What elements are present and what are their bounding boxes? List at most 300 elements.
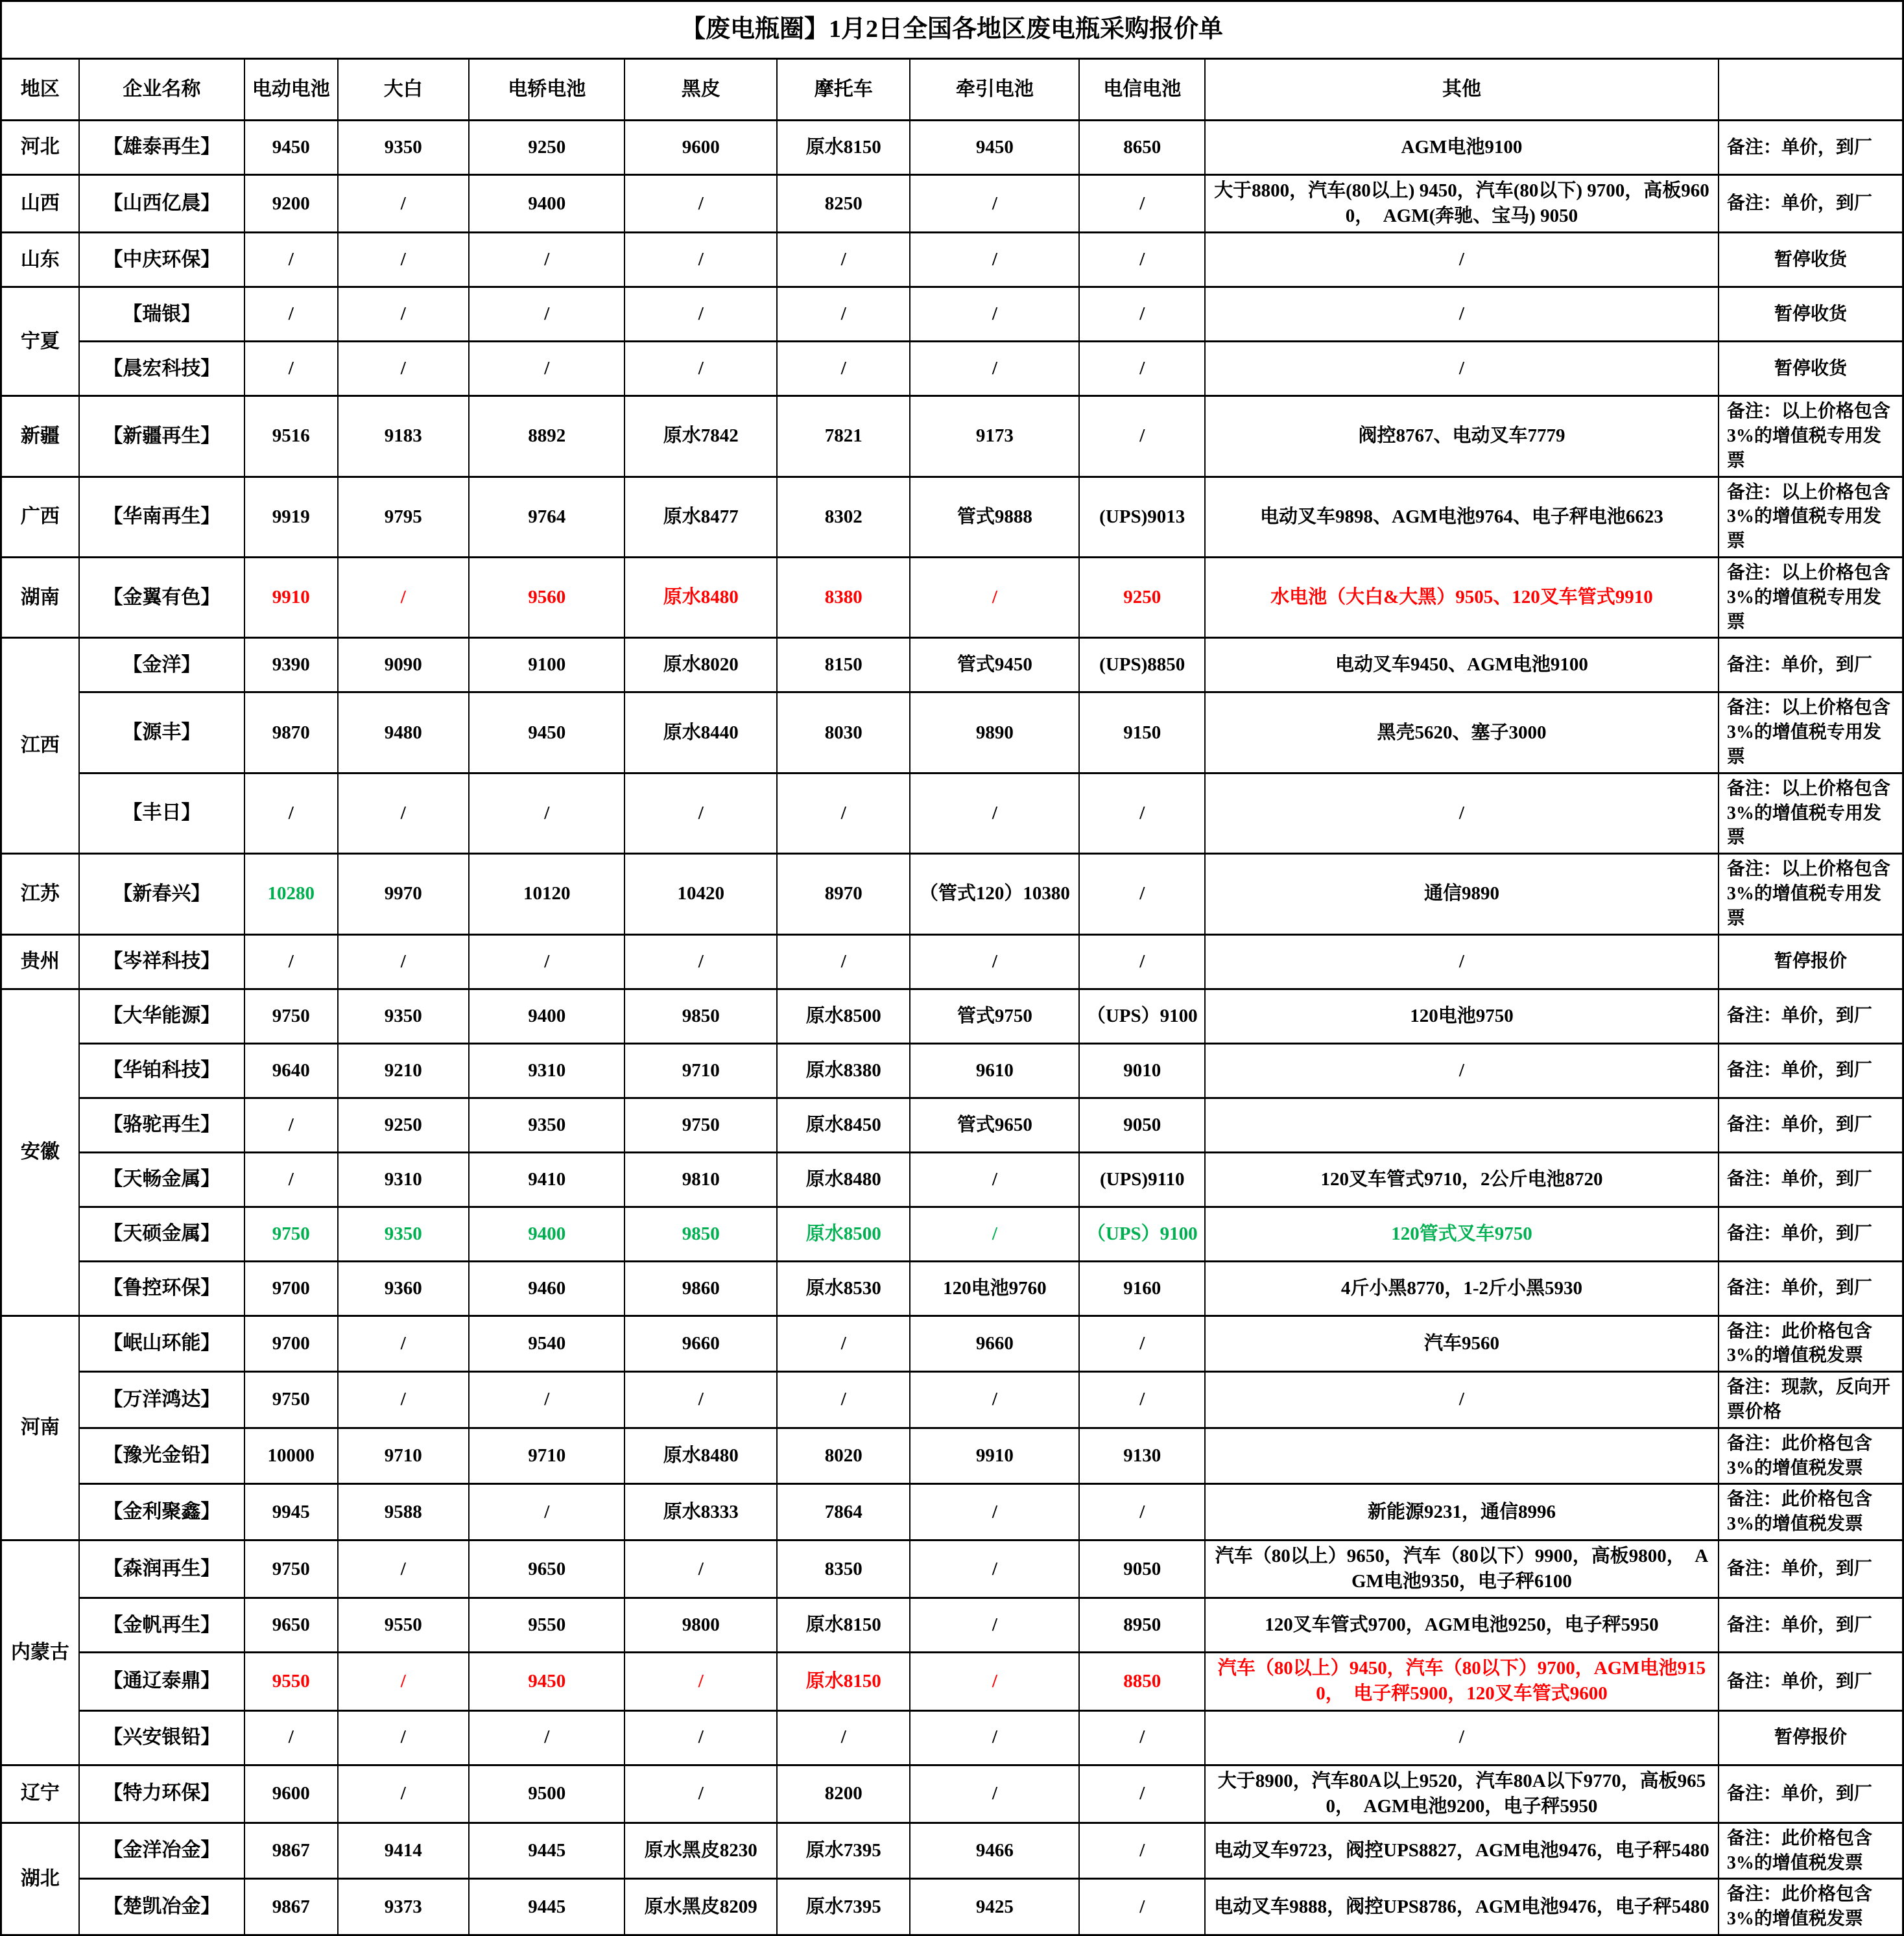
price-cell: 管式9750 <box>910 989 1079 1043</box>
company-cell: 【森润再生】 <box>79 1541 244 1598</box>
other-cell: 电动叉车9450、AGM电池9100 <box>1205 638 1719 692</box>
price-cell: 9560 <box>469 558 625 638</box>
price-cell: / <box>1079 396 1205 477</box>
company-cell: 【雄泰再生】 <box>79 121 244 175</box>
price-cell: / <box>1079 1372 1205 1428</box>
price-cell: / <box>338 1541 469 1598</box>
other-cell: 汽车（80以上）9650，汽车（80以下）9900，高板9800， AGM电池9350，电子秤6100 <box>1205 1541 1719 1598</box>
table-row <box>1 1598 1903 1653</box>
price-cell: 9350 <box>338 121 469 175</box>
price-cell: 原水8380 <box>777 1043 910 1098</box>
table-row <box>1 1765 1903 1823</box>
table-row <box>1 1428 1903 1484</box>
company-cell: 【金翼有色】 <box>79 558 244 638</box>
price-cell: 9710 <box>338 1428 469 1484</box>
other-cell: 新能源9231，通信8996 <box>1205 1484 1719 1541</box>
price-cell: / <box>338 175 469 233</box>
other-cell: / <box>1205 342 1719 396</box>
price-cell: （UPS）9100 <box>1079 1207 1205 1261</box>
other-cell: / <box>1205 1043 1719 1098</box>
col-header-remark <box>1719 59 1903 121</box>
price-cell: 9450 <box>244 121 338 175</box>
region-cell: 湖北 <box>1 1823 79 1935</box>
price-cell: / <box>625 1653 777 1710</box>
price-cell: 原水8480 <box>625 558 777 638</box>
price-cell: 9350 <box>338 1207 469 1261</box>
table-row <box>1 638 1903 692</box>
other-cell: 120管式叉车9750 <box>1205 1207 1719 1261</box>
price-cell: 原水8150 <box>777 1598 910 1653</box>
price-cell: 9450 <box>469 692 625 773</box>
note-cell: 备注：单价，到厂 <box>1719 1152 1903 1207</box>
col-header-ecar-battery: 电轿电池 <box>469 59 625 121</box>
col-header-telecom-battery: 电信电池 <box>1079 59 1205 121</box>
company-cell: 【中庆环保】 <box>79 233 244 287</box>
note-cell: 备注：以上价格包含3%的增值税专用发票 <box>1719 396 1903 477</box>
price-cell: 9200 <box>244 175 338 233</box>
company-cell: 【岷山环能】 <box>79 1316 244 1372</box>
price-cell: / <box>910 558 1079 638</box>
table-row <box>1 1653 1903 1710</box>
price-cell: / <box>338 773 469 853</box>
price-cell: 9445 <box>469 1823 625 1879</box>
price-cell: / <box>625 342 777 396</box>
price-cell: / <box>1079 1484 1205 1541</box>
region-cell: 内蒙古 <box>1 1541 79 1765</box>
price-cell: / <box>625 175 777 233</box>
col-header-traction-battery: 牵引电池 <box>910 59 1079 121</box>
price-cell: / <box>625 934 777 989</box>
price-cell: 9850 <box>625 1207 777 1261</box>
region-cell: 广西 <box>1 477 79 557</box>
price-cell: 9610 <box>910 1043 1079 1098</box>
note-cell: 备注：单价，到厂 <box>1719 638 1903 692</box>
price-cell: 9050 <box>1079 1098 1205 1152</box>
price-cell: 原水7395 <box>777 1823 910 1879</box>
price-cell: 9919 <box>244 477 338 557</box>
company-cell: 【新疆再生】 <box>79 396 244 477</box>
price-cell: / <box>338 342 469 396</box>
other-cell: / <box>1205 1372 1719 1428</box>
table-row <box>1 1316 1903 1372</box>
price-cell: 9750 <box>244 1541 338 1598</box>
other-cell <box>1205 1098 1719 1152</box>
region-cell: 山东 <box>1 233 79 287</box>
note-cell: 暂停报价 <box>1719 1710 1903 1765</box>
price-cell: 9890 <box>910 692 1079 773</box>
price-cell: 9310 <box>338 1152 469 1207</box>
company-cell: 【金洋冶金】 <box>79 1823 244 1879</box>
price-cell: 8380 <box>777 558 910 638</box>
price-cell: 9600 <box>625 121 777 175</box>
price-cell: / <box>910 1152 1079 1207</box>
price-cell: / <box>338 287 469 342</box>
price-cell: 9640 <box>244 1043 338 1098</box>
price-cell: 9250 <box>338 1098 469 1152</box>
region-cell: 河南 <box>1 1316 79 1540</box>
price-cell: 9700 <box>244 1316 338 1372</box>
price-cell: (UPS)9110 <box>1079 1152 1205 1207</box>
price-cell: / <box>625 1765 777 1823</box>
note-cell: 备注：以上价格包含3%的增值税专用发票 <box>1719 477 1903 557</box>
price-cell: / <box>910 1710 1079 1765</box>
price-cell: 9445 <box>469 1879 625 1935</box>
price-cell: / <box>244 934 338 989</box>
price-cell: / <box>910 1541 1079 1598</box>
price-cell: 原水黑皮8209 <box>625 1879 777 1935</box>
price-cell: 9700 <box>244 1261 338 1316</box>
price-cell: 原水7842 <box>625 396 777 477</box>
price-cell: / <box>1079 1710 1205 1765</box>
price-cell: 8950 <box>1079 1598 1205 1653</box>
price-cell: / <box>469 1484 625 1541</box>
price-cell: / <box>338 558 469 638</box>
price-cell: 9710 <box>625 1043 777 1098</box>
price-cell: 9400 <box>469 175 625 233</box>
note-cell: 备注：以上价格包含3%的增值税专用发票 <box>1719 773 1903 853</box>
price-cell: 9350 <box>469 1098 625 1152</box>
price-cell: 9750 <box>244 989 338 1043</box>
note-cell: 备注：单价，到厂 <box>1719 121 1903 175</box>
price-cell: 10120 <box>469 854 625 934</box>
price-cell: （管式120）10380 <box>910 854 1079 934</box>
company-cell: 【瑞银】 <box>79 287 244 342</box>
company-cell: 【鲁控环保】 <box>79 1261 244 1316</box>
price-cell: / <box>1079 233 1205 287</box>
price-cell: / <box>777 233 910 287</box>
other-cell: 通信9890 <box>1205 854 1719 934</box>
note-cell: 备注：单价，到厂 <box>1719 1598 1903 1653</box>
company-cell: 【特力环保】 <box>79 1765 244 1823</box>
price-cell: 9090 <box>338 638 469 692</box>
price-cell: / <box>244 1098 338 1152</box>
other-cell: 电动叉车9888，阀控UPS8786，AGM电池9476，电子秤5480 <box>1205 1879 1719 1935</box>
company-cell: 【骆驼再生】 <box>79 1098 244 1152</box>
price-cell: / <box>1079 342 1205 396</box>
note-cell: 备注：单价，到厂 <box>1719 1261 1903 1316</box>
price-cell: (UPS)8850 <box>1079 638 1205 692</box>
note-cell: 备注：单价，到厂 <box>1719 1653 1903 1710</box>
other-cell: 汽车（80以上）9450，汽车（80以下）9700，AGM电池9150， 电子秤5900，120叉车管式9600 <box>1205 1653 1719 1710</box>
table-body <box>1 121 1903 1935</box>
price-cell: 9450 <box>910 121 1079 175</box>
other-cell: / <box>1205 934 1719 989</box>
price-cell: 9130 <box>1079 1428 1205 1484</box>
price-cell: / <box>469 934 625 989</box>
price-cell: 8020 <box>777 1428 910 1484</box>
title-row <box>1 1 1903 59</box>
price-cell: / <box>910 287 1079 342</box>
company-cell: 【金利聚鑫】 <box>79 1484 244 1541</box>
other-cell: / <box>1205 287 1719 342</box>
table-row <box>1 773 1903 853</box>
table-row <box>1 233 1903 287</box>
company-cell: 【华南再生】 <box>79 477 244 557</box>
other-cell: 大于8900，汽车80A以上9520，汽车80A以下9770，高板9650， AGM电池9200，电子秤5950 <box>1205 1765 1719 1823</box>
price-cell: 9450 <box>469 1653 625 1710</box>
price-cell: / <box>1079 1823 1205 1879</box>
col-header-heipi: 黑皮 <box>625 59 777 121</box>
price-cell: / <box>338 934 469 989</box>
col-header-other: 其他 <box>1205 59 1719 121</box>
price-cell: 10000 <box>244 1428 338 1484</box>
other-cell: 阀控8767、电动叉车7779 <box>1205 396 1719 477</box>
note-cell: 备注：单价，到厂 <box>1719 1541 1903 1598</box>
price-cell: / <box>469 1710 625 1765</box>
col-header-region: 地区 <box>1 59 79 121</box>
table-row <box>1 692 1903 773</box>
price-cell: 管式9888 <box>910 477 1079 557</box>
col-header-dabai: 大白 <box>338 59 469 121</box>
table-row <box>1 558 1903 638</box>
table-row <box>1 1043 1903 1098</box>
price-cell: / <box>777 773 910 853</box>
price-cell: / <box>469 1372 625 1428</box>
price-cell: / <box>625 773 777 853</box>
price-cell: 9867 <box>244 1823 338 1879</box>
price-cell: 8350 <box>777 1541 910 1598</box>
price-cell: 9910 <box>910 1428 1079 1484</box>
price-cell: 8302 <box>777 477 910 557</box>
price-cell: 9250 <box>1079 558 1205 638</box>
other-cell: 120叉车管式9710，2公斤电池8720 <box>1205 1152 1719 1207</box>
price-cell: 9010 <box>1079 1043 1205 1098</box>
price-cell: / <box>1079 773 1205 853</box>
region-cell: 河北 <box>1 121 79 175</box>
company-cell: 【晨宏科技】 <box>79 342 244 396</box>
price-cell: / <box>1079 287 1205 342</box>
price-cell: 9750 <box>244 1207 338 1261</box>
region-cell: 安徽 <box>1 989 79 1316</box>
price-cell: 原水8480 <box>625 1428 777 1484</box>
price-cell: / <box>625 1372 777 1428</box>
note-cell: 备注：单价，到厂 <box>1719 989 1903 1043</box>
price-cell: 9870 <box>244 692 338 773</box>
price-cell: 原水8477 <box>625 477 777 557</box>
table-row <box>1 1152 1903 1207</box>
company-cell: 【岑祥科技】 <box>79 934 244 989</box>
note-cell: 备注：以上价格包含3%的增值税专用发票 <box>1719 692 1903 773</box>
price-cell: 9550 <box>244 1653 338 1710</box>
price-cell: 9850 <box>625 989 777 1043</box>
price-cell: / <box>244 233 338 287</box>
price-cell: 9795 <box>338 477 469 557</box>
company-cell: 【华铂科技】 <box>79 1043 244 1098</box>
price-cell: 9466 <box>910 1823 1079 1879</box>
price-cell: / <box>338 1765 469 1823</box>
price-cell: / <box>469 287 625 342</box>
price-cell: 9410 <box>469 1152 625 1207</box>
other-cell: / <box>1205 233 1719 287</box>
price-cell: 9750 <box>625 1098 777 1152</box>
price-cell: 8030 <box>777 692 910 773</box>
price-cell: 7864 <box>777 1484 910 1541</box>
price-cell: 9970 <box>338 854 469 934</box>
price-cell: / <box>1079 175 1205 233</box>
company-cell: 【通辽泰鼎】 <box>79 1653 244 1710</box>
other-cell: AGM电池9100 <box>1205 121 1719 175</box>
price-cell: / <box>625 1541 777 1598</box>
price-cell: 9660 <box>910 1316 1079 1372</box>
region-cell: 湖南 <box>1 558 79 638</box>
price-cell: / <box>1079 1879 1205 1935</box>
price-cell: 管式9450 <box>910 638 1079 692</box>
price-cell: 9210 <box>338 1043 469 1098</box>
table-row <box>1 1541 1903 1598</box>
price-cell: / <box>625 233 777 287</box>
price-cell: 9800 <box>625 1598 777 1653</box>
col-header-company: 企业名称 <box>79 59 244 121</box>
price-cell: 原水8020 <box>625 638 777 692</box>
company-cell: 【万洋鸿达】 <box>79 1372 244 1428</box>
price-cell: / <box>910 342 1079 396</box>
region-cell: 江西 <box>1 638 79 854</box>
note-cell: 备注：此价格包含3%的增值税发票 <box>1719 1428 1903 1484</box>
price-cell: / <box>777 287 910 342</box>
price-cell: / <box>338 233 469 287</box>
other-cell: 120电池9750 <box>1205 989 1719 1043</box>
price-cell: 9310 <box>469 1043 625 1098</box>
note-cell: 备注：单价，到厂 <box>1719 1043 1903 1098</box>
note-cell: 备注：单价，到厂 <box>1719 175 1903 233</box>
note-cell: 备注：以上价格包含3%的增值税专用发票 <box>1719 854 1903 934</box>
note-cell: 备注：此价格包含3%的增值税发票 <box>1719 1879 1903 1935</box>
other-cell: 120叉车管式9700，AGM电池9250，电子秤5950 <box>1205 1598 1719 1653</box>
table-row <box>1 175 1903 233</box>
price-cell: 9764 <box>469 477 625 557</box>
table-row <box>1 121 1903 175</box>
table-row <box>1 1710 1903 1765</box>
price-cell: / <box>910 233 1079 287</box>
region-cell: 新疆 <box>1 396 79 477</box>
price-cell: 10280 <box>244 854 338 934</box>
price-cell: 9373 <box>338 1879 469 1935</box>
price-cell: / <box>777 1710 910 1765</box>
price-cell: / <box>1079 934 1205 989</box>
table-row <box>1 934 1903 989</box>
price-cell: 9910 <box>244 558 338 638</box>
price-cell: 9660 <box>625 1316 777 1372</box>
note-cell: 备注：此价格包含3%的增值税发票 <box>1719 1316 1903 1372</box>
price-cell: / <box>625 1710 777 1765</box>
price-cell: 原水黑皮8230 <box>625 1823 777 1879</box>
company-cell: 【金洋】 <box>79 638 244 692</box>
price-cell: 120电池9760 <box>910 1261 1079 1316</box>
price-cell: / <box>244 1152 338 1207</box>
price-cell: （UPS）9100 <box>1079 989 1205 1043</box>
price-cell: 9540 <box>469 1316 625 1372</box>
company-cell: 【兴安银铅】 <box>79 1710 244 1765</box>
price-cell: 8250 <box>777 175 910 233</box>
other-cell: 大于8800，汽车(80以上) 9450，汽车(80以下) 9700，高板9600， AGM(奔驰、宝马) 9050 <box>1205 175 1719 233</box>
price-cell: / <box>777 342 910 396</box>
price-cell: 9550 <box>338 1598 469 1653</box>
price-cell: 9350 <box>338 989 469 1043</box>
header-row <box>1 59 1903 121</box>
price-cell: / <box>244 342 338 396</box>
company-cell: 【山西亿晨】 <box>79 175 244 233</box>
price-cell: 原水8150 <box>777 121 910 175</box>
price-cell: 9650 <box>244 1598 338 1653</box>
price-cell: 原水8450 <box>777 1098 910 1152</box>
table-row <box>1 989 1903 1043</box>
col-header-motorcycle: 摩托车 <box>777 59 910 121</box>
price-cell: / <box>910 1653 1079 1710</box>
other-cell: 电动叉车9898、AGM电池9764、电子秤电池6623 <box>1205 477 1719 557</box>
price-cell: (UPS)9013 <box>1079 477 1205 557</box>
price-cell: 8970 <box>777 854 910 934</box>
price-cell: 9500 <box>469 1765 625 1823</box>
price-cell: 9650 <box>469 1541 625 1598</box>
price-cell: 10420 <box>625 854 777 934</box>
price-cell: / <box>469 773 625 853</box>
note-cell: 备注：单价，到厂 <box>1719 1765 1903 1823</box>
other-cell <box>1205 1428 1719 1484</box>
price-cell: / <box>1079 1765 1205 1823</box>
price-cell: 8150 <box>777 638 910 692</box>
price-cell: / <box>910 1765 1079 1823</box>
other-cell: / <box>1205 1710 1719 1765</box>
price-cell: 9390 <box>244 638 338 692</box>
price-cell: 9588 <box>338 1484 469 1541</box>
price-cell: / <box>910 1207 1079 1261</box>
other-cell: 4斤小黑8770，1-2斤小黑5930 <box>1205 1261 1719 1316</box>
price-cell: / <box>777 1316 910 1372</box>
price-cell: 原水7395 <box>777 1879 910 1935</box>
price-cell: 8850 <box>1079 1653 1205 1710</box>
price-cell: / <box>244 287 338 342</box>
price-cell: 9460 <box>469 1261 625 1316</box>
region-cell: 江苏 <box>1 854 79 934</box>
table-row <box>1 396 1903 477</box>
price-cell: 8892 <box>469 396 625 477</box>
note-cell: 暂停收货 <box>1719 287 1903 342</box>
region-cell: 宁夏 <box>1 287 79 396</box>
price-cell: 原水8500 <box>777 989 910 1043</box>
table-row <box>1 1879 1903 1935</box>
price-cell: 9173 <box>910 396 1079 477</box>
table-row <box>1 854 1903 934</box>
price-cell: / <box>910 934 1079 989</box>
note-cell: 备注：单价，到厂 <box>1719 1098 1903 1152</box>
table-row <box>1 1261 1903 1316</box>
price-cell: / <box>469 342 625 396</box>
table-row <box>1 1207 1903 1261</box>
price-cell: 9945 <box>244 1484 338 1541</box>
other-cell: / <box>1205 773 1719 853</box>
company-cell: 【金帆再生】 <box>79 1598 244 1653</box>
table-row <box>1 477 1903 557</box>
price-cell: / <box>910 1484 1079 1541</box>
company-cell: 【大华能源】 <box>79 989 244 1043</box>
table-row <box>1 287 1903 342</box>
table-row <box>1 1372 1903 1428</box>
note-cell: 备注：单价，到厂 <box>1719 1207 1903 1261</box>
price-cell: 原水8500 <box>777 1207 910 1261</box>
other-cell: 水电池（大白&大黑）9505、120叉车管式9910 <box>1205 558 1719 638</box>
price-cell: 原水8440 <box>625 692 777 773</box>
price-cell: / <box>338 1372 469 1428</box>
company-cell: 【源丰】 <box>79 692 244 773</box>
price-cell: / <box>777 934 910 989</box>
price-cell: 9810 <box>625 1152 777 1207</box>
price-cell: 9050 <box>1079 1541 1205 1598</box>
table-row <box>1 1823 1903 1879</box>
note-cell: 备注：现款，反向开票价格 <box>1719 1372 1903 1428</box>
company-cell: 【丰日】 <box>79 773 244 853</box>
price-cell: 9860 <box>625 1261 777 1316</box>
other-cell: 汽车9560 <box>1205 1316 1719 1372</box>
